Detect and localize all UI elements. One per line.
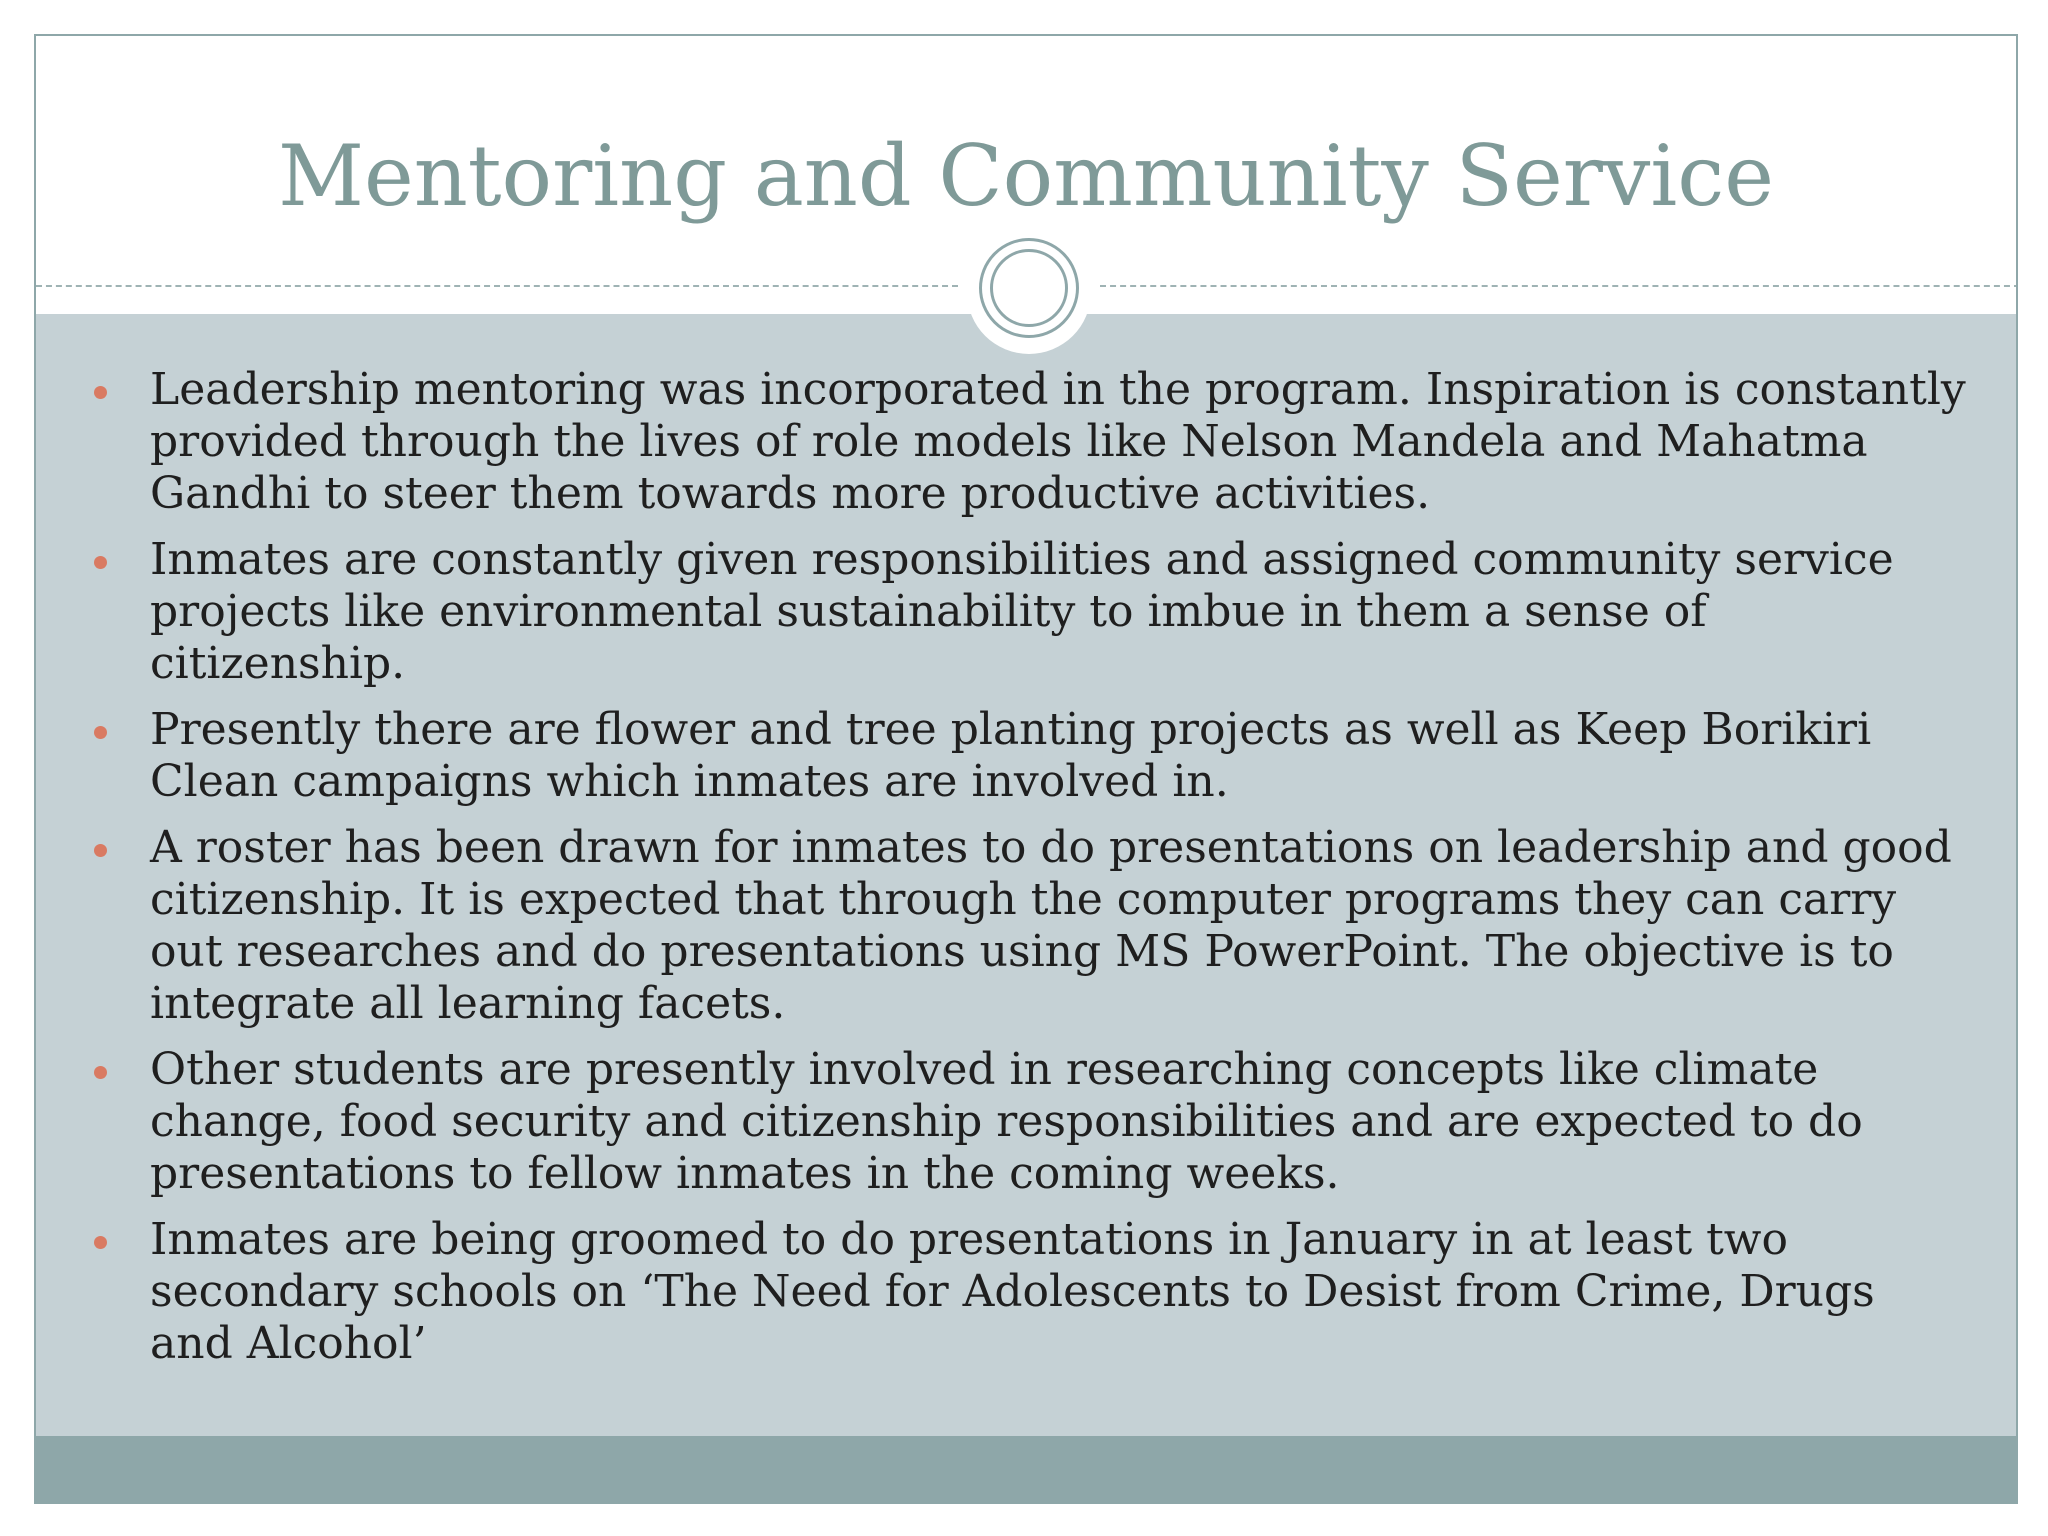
round-bullet-icon: [94, 1236, 107, 1249]
round-bullet-icon: [94, 556, 107, 569]
slide-title: Mentoring and Community Service: [277, 127, 1774, 225]
bullet-item: [150, 364, 1970, 520]
bullet-text: Other students are presently involved in researching concepts like climate change, food security and citizenship responsibilities and are expected to do presentations to fellow inmates in the coming weeks.: [150, 1044, 1863, 1199]
bullet-list: [150, 364, 1970, 1384]
round-bullet-icon: [94, 844, 107, 857]
title-divider-right: [1100, 285, 2018, 287]
bullet-text: A roster has been drawn for inmates to do presentations on leadership and good citizenship. It is expected that through the computer programs they can carry out researches and do presentations using MS PowerPoint. The objective is to integrate all learning facets.: [150, 822, 1952, 1029]
bullet-text: Inmates are being groomed to do presentations in January in at least two secondary schools on ‘The Need for Adolescents to Desist from Crime, Drugs and Alcohol’: [150, 1214, 1875, 1369]
bullet-item: [150, 1214, 1970, 1370]
slide: [34, 34, 2018, 1504]
bullet-item: [150, 822, 1970, 1030]
round-bullet-icon: [94, 726, 107, 739]
footer-band: [36, 1436, 2016, 1504]
bullet-text: Inmates are constantly given responsibilities and assigned community service projects like environmental sustainability to imbue in them a sense of citizenship.: [150, 534, 1894, 689]
title-divider-left: [36, 285, 958, 287]
bullet-text: Leadership mentoring was incorporated in the program. Inspiration is constantly provided through the lives of role models like Nelson Mandela and Mahatma Gandhi to steer them towards more productive activities.: [150, 364, 1966, 519]
double-ring-icon: [979, 238, 1079, 338]
round-bullet-icon: [94, 1066, 107, 1079]
double-ring-inner: [990, 249, 1068, 327]
bullet-text: Presently there are flower and tree planting projects as well as Keep Borikiri Clean campaigns which inmates are involved in.: [150, 704, 1872, 807]
bullet-item: [150, 1044, 1970, 1200]
bullet-item: [150, 534, 1970, 690]
round-bullet-icon: [94, 386, 107, 399]
bullet-item: [150, 704, 1970, 808]
